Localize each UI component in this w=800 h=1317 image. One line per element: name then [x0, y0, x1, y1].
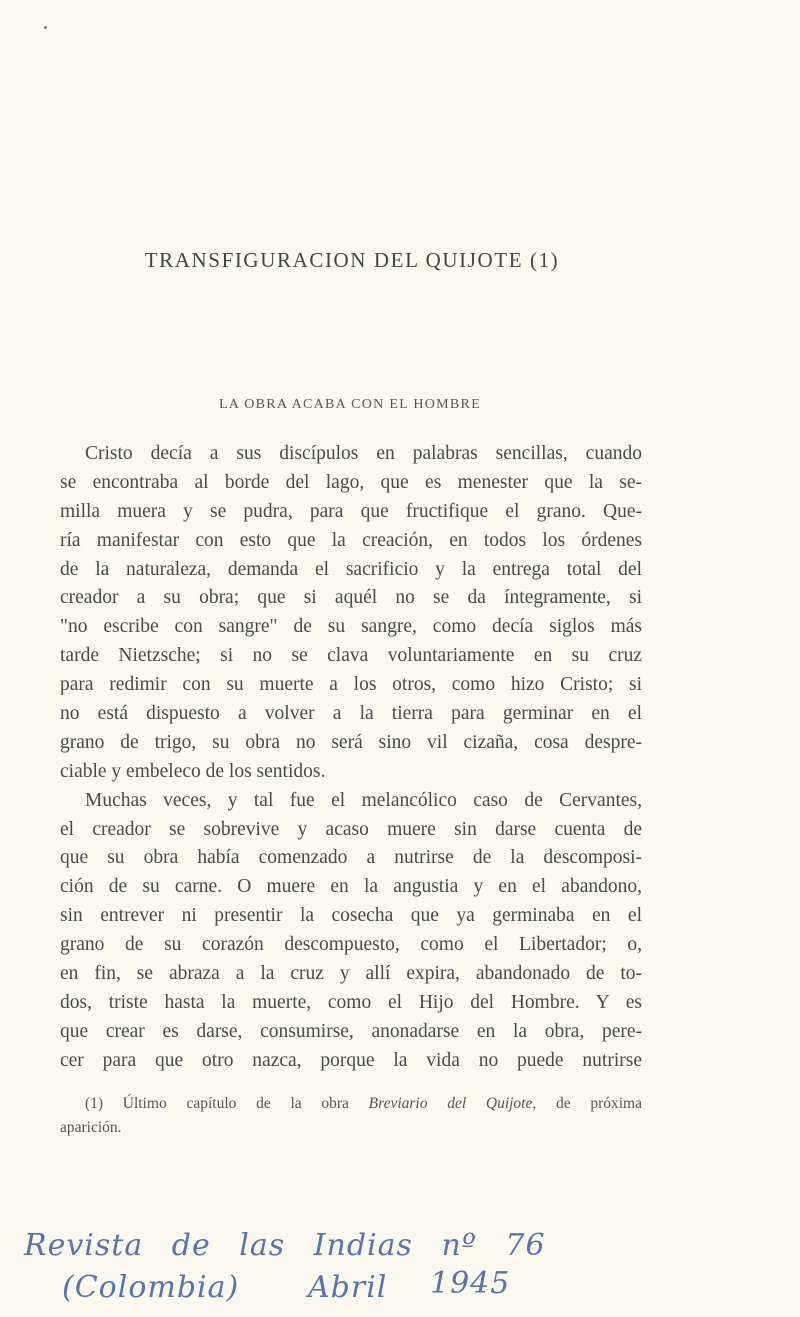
text-line: no está dispuesto a volver a la tierra para germinar en el — [60, 703, 642, 725]
text-line: tarde Nietzsche; si no se clava voluntariamente en su cruz — [60, 645, 642, 667]
text-line: sin entrever ni presentir la cosecha que ya germinaba en el — [60, 905, 642, 927]
section-heading: LA OBRA ACABA CON EL HOMBRE — [218, 397, 482, 412]
text-line: Cristo decía a sus discípulos en palabras sencillas, cuando — [85, 443, 642, 464]
text-line: "no escribe con sangre" de su sangre, como decía siglos más — [60, 616, 642, 638]
body-text — [60, 440, 642, 1076]
text-line: para redimir con su muerte a los otros, como hizo Cristo; si — [60, 674, 642, 696]
text-line: grano de su corazón descompuesto, como el Libertador; o, — [60, 934, 642, 956]
text-line: se encontraba al borde del lago, que es menester que la se- — [60, 471, 642, 493]
text-line: el creador se sobrevive y acaso muere sin darse cuenta de — [60, 818, 642, 840]
text-line: grano de trigo, su obra no será sino vil cizaña, cosa despre- — [60, 731, 642, 753]
text-line: creador a su obra; que si aquél no se da íntegramente, si — [60, 587, 642, 609]
page-title: TRANSFIGURACION DEL QUIJOTE (1) — [144, 248, 560, 272]
text-line: de la naturaleza, demanda el sacrificio y la entrega total del — [60, 558, 642, 580]
text-line: ría manifestar con esto que la creación, en todos los órdenes — [60, 529, 642, 551]
text-line: que crear es darse, consumirse, anonadarse en la obra, pere- — [60, 1020, 642, 1042]
text-line: que su obra había comenzado a nutrirse de la descomposi- — [60, 847, 642, 869]
text-line: ciable y embeleco de los sentidos. — [60, 760, 326, 782]
handwritten-month: Abril — [308, 1270, 388, 1305]
handwritten-year: 1945 — [430, 1266, 511, 1301]
handwritten-country: (Colombia) — [62, 1270, 240, 1305]
footnote — [60, 1092, 642, 1140]
text-line: ción de su carne. O muere en la angustia y en el abandono, — [60, 876, 642, 898]
text-line: en fin, se abraza a la cruz y allí expira, abandonado de to- — [60, 963, 642, 985]
text-line: cer para que otro nazca, porque la vida no puede nutrirse — [60, 1049, 642, 1071]
footnote-line-1: (1) Último capítulo de la obra Breviario del Quijote, de próxima — [85, 1095, 642, 1112]
text-line: milla muera y se pudra, para que fructifique el grano. Que- — [60, 500, 642, 522]
text-line: dos, triste hasta la muerte, como el Hijo del Hombre. Y es — [60, 991, 642, 1013]
text-line: Muchas veces, y tal fue el melancólico caso de Cervantes, — [85, 789, 642, 811]
scan-speck — [44, 26, 47, 29]
book-title: Breviario del Quijote — [368, 1095, 533, 1112]
footnote-line-2: aparición. — [60, 1119, 122, 1136]
handwritten-source: Revista de las Indias nº 76 — [24, 1228, 546, 1263]
